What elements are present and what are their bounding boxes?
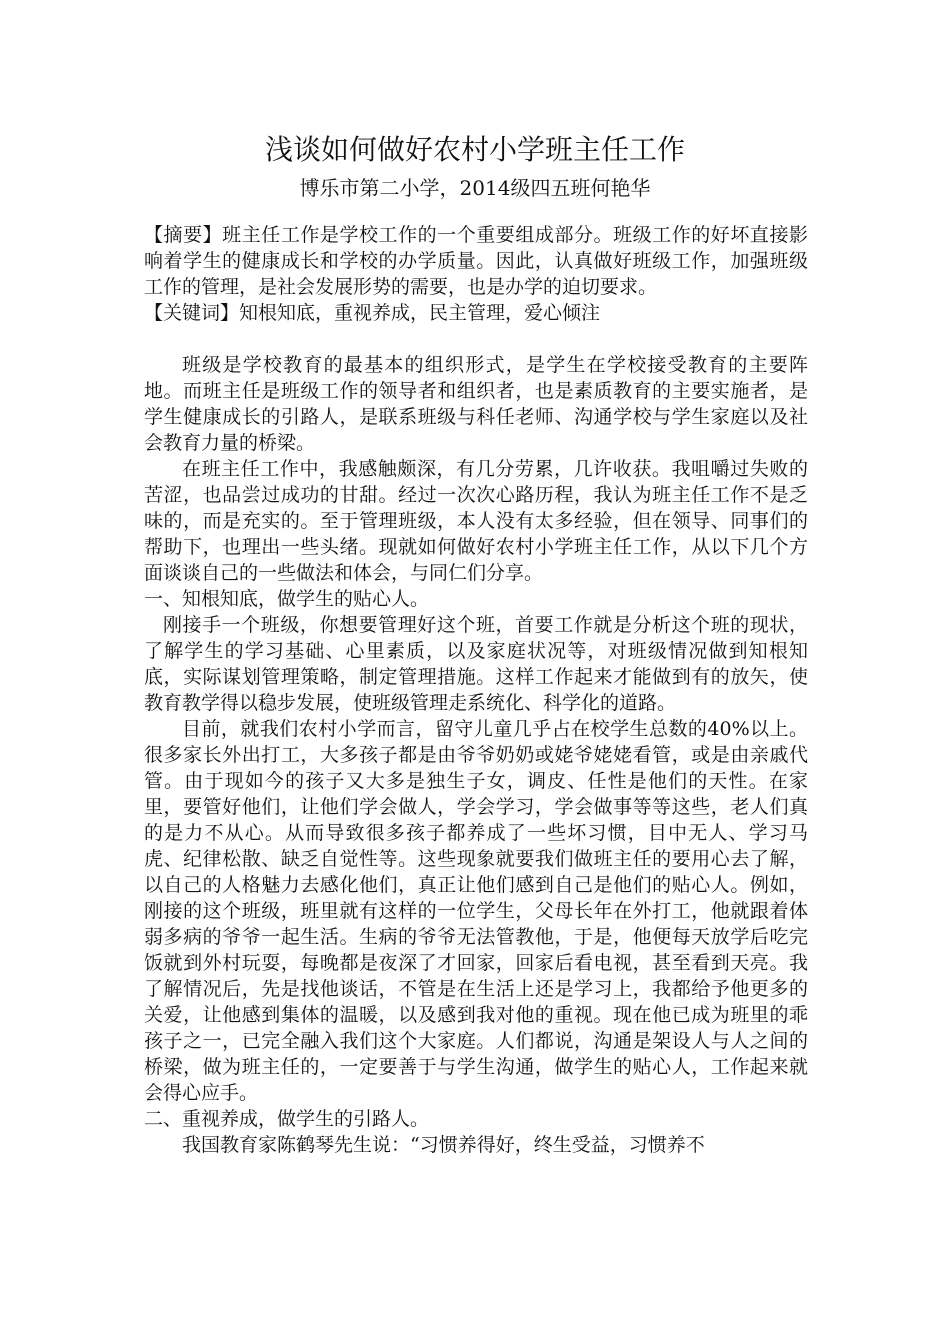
body-paragraph-4: 目前，就我们农村小学而言，留守儿童几乎占在校学生总数的40%以上。很多家长外出打工，大多孩子都是由爷爷奶奶或姥爷姥姥看管，或是由亲戚代管。由于现如今的孩子又大多是独生子女，调皮、任性是他们的天性。在家里，要管好他们，让他们学会做人，学会学习，学会做事等等这些，老人们真的是力不从心。从而导致很多孩子都养成了一些坏习惯，目中无人、学习马虎、纪律松散、缺乏自觉性等。这些现象就要我们做班主任的要用心去了解，以自己的人格魅力去感化他们，真正让他们感到自己是他们的贴心人。例如，刚接的这个班级，班里就有这样的一位学生，父母长年在外打工，他就跟着体弱多病的爷爷一起生活。生病的爷爷无法管教他，于是，他便每天放学后吃完饭就到外村玩耍，每晚都是夜深了才回家，回家后看电视，甚至看到天亮。我了解情况后，先是找他谈话，不管是在生活上还是学习上，我都给予他更多的关爱，让他感到集体的温暖，以及感到我对他的重视。现在他已成为班里的乖孩子之一，已完全融入我们这个大家庭。人们都说，沟通是架设人与人之间的桥梁，做为班主任的，一定要善于与学生沟通，做学生的贴心人，工作起来就会得心应手。 (144, 718, 808, 1104)
body-paragraph-5: 我国教育家陈鹤琴先生说：“习惯养得好，终生受益，习惯养不 (182, 1134, 705, 1156)
document-author: 博乐市第二小学，2014级四五班何艳华 (299, 176, 651, 200)
body-paragraph-3: 刚接手一个班级，你想要管理好这个班，首要工作就是分析这个班的现状，了解学生的学习基础、心里素质，以及家庭状况等，对班级情况做到知根知底，实际谋划管理策略，制定管理措施。这样工作起来才能做到有的放矢，使教育教学得以稳步发展，使班级管理走系统化、科学化的道路。 (144, 614, 808, 714)
blank-line (144, 326, 808, 352)
section-heading-2: 二、重视养成，做学生的引路人。 (144, 1108, 430, 1130)
body-paragraph-1: 班级是学校教育的最基本的组织形式，是学生在学校接受教育的主要阵地。而班主任是班级工作的领导者和组织者，也是素质教育的主要实施者，是学生健康成长的引路人，是联系班级与科任老师、沟通学校与学生家庭以及社会教育力量的桥梁。 (144, 354, 808, 454)
body-paragraph-2: 在班主任工作中，我感触颇深，有几分劳累，几许收获。我咀嚼过失败的苦涩，也品尝过成功的甘甜。经过一次次心路历程，我认为班主任工作不是乏味的，而是充实的。至于管理班级，本人没有太多经验，但在领导、同事们的帮助下，也理出一些头绪。现就如何做好农村小学班主任工作，从以下几个方面谈谈自己的一些做法和体会，与同仁们分享。 (144, 458, 808, 584)
abstract-paragraph: 【摘要】班主任工作是学校工作的一个重要组成部分。班级工作的好坏直接影响着学生的健康成长和学校的办学质量。因此，认真做好班级工作，加强班级工作的管理，是社会发展形势的需要，也是办学的迫切要求。 (144, 224, 808, 298)
document-title: 浅谈如何做好农村小学班主任工作 (264, 133, 685, 166)
section-heading-1: 一、知根知底，做学生的贴心人。 (144, 588, 430, 610)
document-body (144, 222, 808, 1158)
keywords-paragraph: 【关键词】知根知底，重视养成，民主管理，爱心倾注 (144, 302, 601, 324)
